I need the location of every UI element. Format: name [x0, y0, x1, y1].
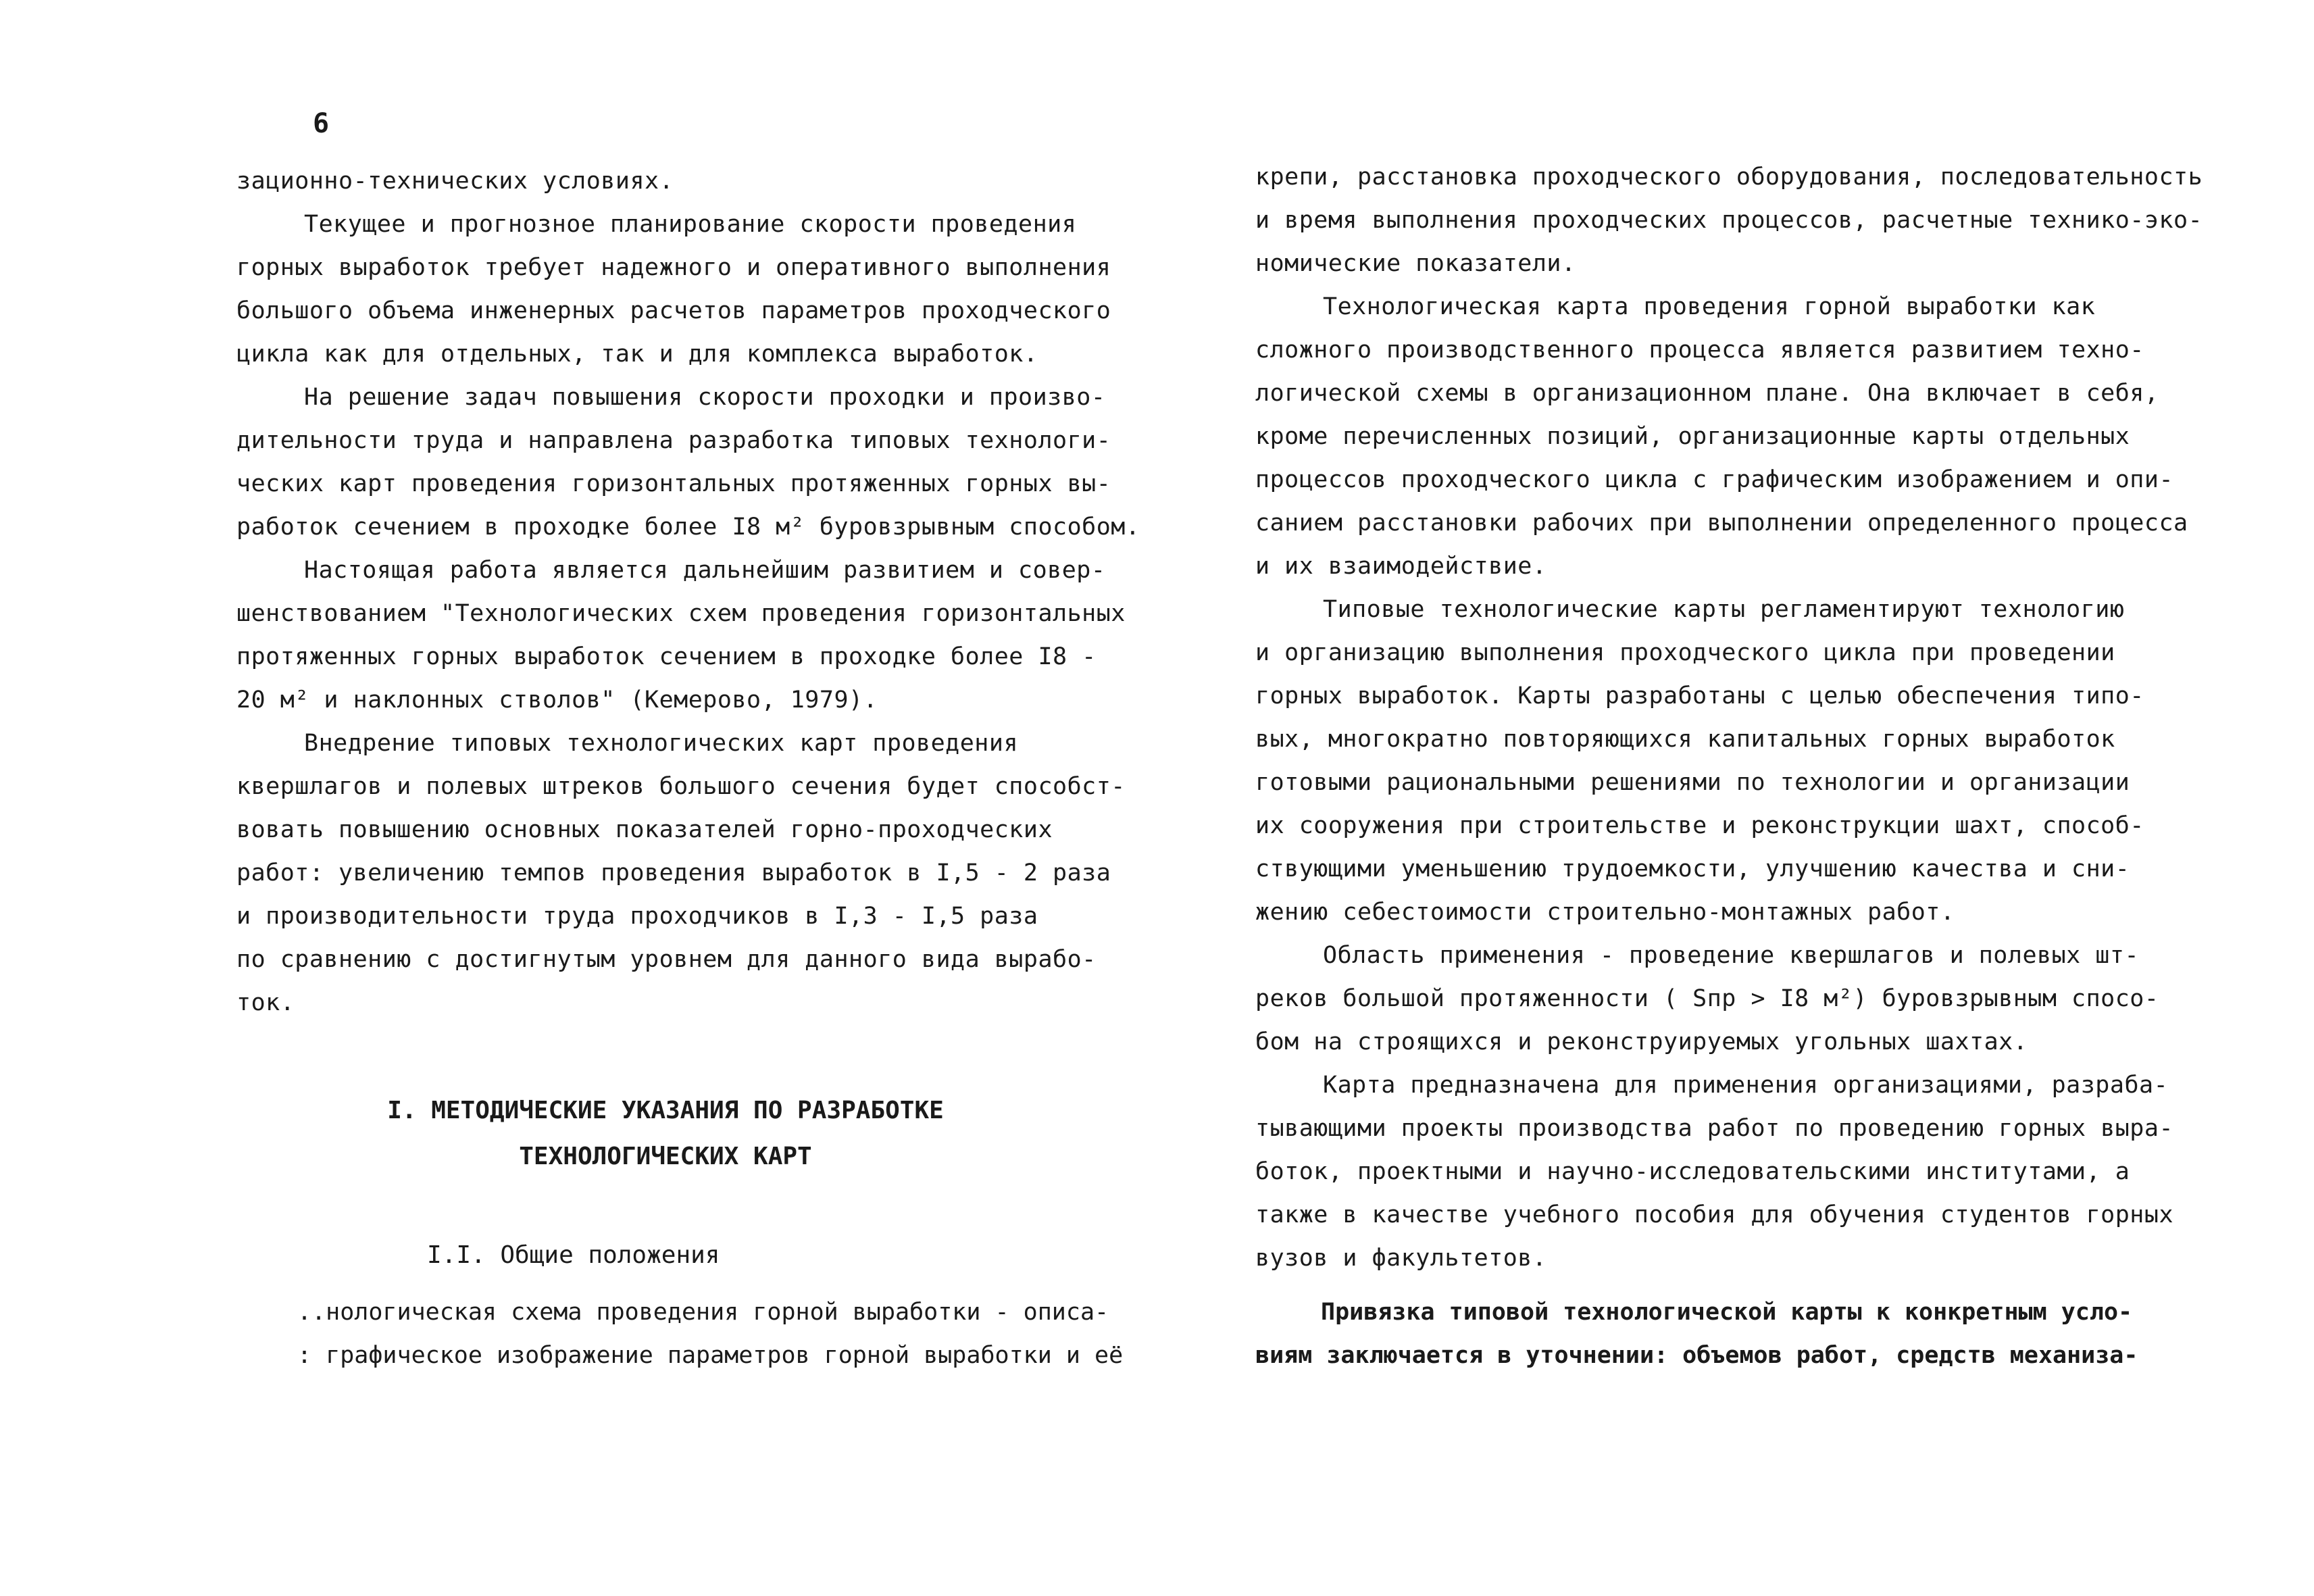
- paragraph-line: Внедрение типовых технологических карт проведения: [304, 730, 1019, 757]
- paragraph-line: бом на строящихся и реконструируемых угольных шахтах.: [1255, 1028, 2028, 1055]
- paragraph-line: вых, многократно повторяющихся капитальных горных выработок: [1255, 726, 2115, 753]
- subsection-title-text: I.I. Общие положения: [427, 1241, 720, 1269]
- paragraph-line: тывающими проекты производства работ по проведению горных выра-: [1255, 1115, 2174, 1142]
- paragraph-line: работок сечением в проходке более I8 м² буровзрывным способом.: [236, 514, 1140, 541]
- paragraph-line: вовать повышению основных показателей горно-проходческих: [236, 816, 1053, 843]
- paragraph-line: Настоящая работа является дальнейшим развитием и совер-: [304, 557, 1106, 584]
- paragraph-line: ствующими уменьшению трудоемкости, улучшению качества и сни-: [1255, 855, 2130, 882]
- left-page-text: [236, 159, 1140, 1024]
- section-title-line-1: I. МЕТОДИЧЕСКИЕ УКАЗАНИЯ ПО РАЗРАБОТКЕ: [387, 1097, 944, 1124]
- paragraph-line: ..нологическая схема проведения горной выработки - описа-: [297, 1299, 1109, 1326]
- paragraph-line: логической схемы в организационном плане. Она включает в себя,: [1255, 380, 2159, 407]
- paragraph-line: ток.: [236, 989, 295, 1016]
- paragraph-line: На решение задач повышения скорости проходки и произво-: [304, 384, 1106, 411]
- paragraph-line: квершлагов и полевых штреков большого сечения будет способст-: [236, 773, 1126, 800]
- paragraph-line: жению себестоимости строительно-монтажных работ.: [1255, 899, 1955, 926]
- paragraph-line: Технологическая карта проведения горной выработки как: [1323, 293, 2096, 320]
- right-page-text: [1255, 155, 2203, 1280]
- paragraph-line: кроме перечисленных позиций, организационные карты отдельных: [1255, 423, 2130, 450]
- paragraph-line: боток, проектными и научно-исследовательскими институтами, а: [1255, 1158, 2130, 1185]
- paragraph-line: и время выполнения проходческих процессов, расчетные технико-эко-: [1255, 207, 2203, 234]
- paragraph-line: Привязка типовой технологической карты к конкретным усло-: [1321, 1299, 2133, 1326]
- page-number: 6: [313, 108, 330, 139]
- paragraph-line: горных выработок требует надежного и оперативного выполнения: [236, 254, 1111, 281]
- paragraph-line: виям заключается в уточнении: объемов работ, средств механиза-: [1255, 1342, 2138, 1369]
- paragraph-line: : графическое изображение параметров горной выработки и её: [297, 1342, 1124, 1369]
- paragraph-line: шенствованием "Технологических схем проведения горизонтальных: [236, 600, 1126, 627]
- section-title: [236, 1088, 1095, 1180]
- paragraph-line: также в качестве учебного пособия для обучения студентов горных: [1255, 1201, 2174, 1228]
- paragraph-line: цикла как для отдельных, так и для комплекса выработок.: [236, 341, 1038, 368]
- paragraph-line: протяженных горных выработок сечением в проходке более I8 -: [236, 643, 1097, 670]
- paragraph-line: Текущее и прогнозное планирование скорости проведения: [304, 211, 1077, 238]
- left-page-tail: [297, 1291, 1123, 1377]
- paragraph-line: сложного производственного процесса является развитием техно-: [1255, 336, 2144, 364]
- paragraph-line: санием расстановки рабочих при выполнении определенного процесса: [1255, 509, 2188, 537]
- paragraph-line: ческих карт проведения горизонтальных протяженных горных вы-: [236, 470, 1111, 497]
- paragraph-line: Карта предназначена для применения организациями, разраба-: [1323, 1072, 2169, 1099]
- paragraph-line: номические показатели.: [1255, 250, 1576, 277]
- paragraph-line: горных выработок. Карты разработаны с целью обеспечения типо-: [1255, 682, 2144, 709]
- paragraph-line: по сравнению с достигнутым уровнем для данного вида вырабо-: [236, 946, 1097, 973]
- paragraph-line: дительности труда и направлена разработка типовых технологи-: [236, 427, 1111, 454]
- paragraph-line: 20 м² и наклонных стволов" (Кемерово, 1979).: [236, 687, 878, 714]
- paragraph-line: зационно-технических условиях.: [236, 168, 674, 195]
- paragraph-line: Область применения - проведение квершлагов и полевых шт-: [1323, 942, 2140, 969]
- paragraph-line: вузов и факультетов.: [1255, 1245, 1547, 1272]
- paragraph-line: и организацию выполнения проходческого цикла при проведении: [1255, 639, 2115, 666]
- section-title-line-2: ТЕХНОЛОГИЧЕСКИХ КАРТ: [519, 1143, 812, 1170]
- paragraph-line: и их взаимодействие.: [1255, 553, 1547, 580]
- paragraph-line: большого объема инженерных расчетов параметров проходческого: [236, 297, 1111, 324]
- paragraph-line: и производительности труда проходчиков в I,3 - I,5 раза: [236, 903, 1038, 930]
- paragraph-line: работ: увеличению темпов проведения выработок в I,5 - 2 раза: [236, 859, 1111, 887]
- paragraph-line: их сооружения при строительстве и реконструкции шахт, способ-: [1255, 812, 2144, 839]
- paragraph-line: готовыми рациональными решениями по технологии и организации: [1255, 769, 2130, 796]
- paragraph-line: крепи, расстановка проходческого оборудования, последовательность: [1255, 164, 2203, 191]
- paragraph-line: процессов проходческого цикла с графическим изображением и опи-: [1255, 466, 2174, 493]
- paragraph-line: Типовые технологические карты регламентируют технологию: [1323, 596, 2125, 623]
- subsection-title: [236, 1232, 1095, 1278]
- right-page-tail: [1255, 1291, 2203, 1377]
- paragraph-line: реков большой протяженности ( Sпр > I8 м²) буровзрывным спосо-: [1255, 985, 2159, 1012]
